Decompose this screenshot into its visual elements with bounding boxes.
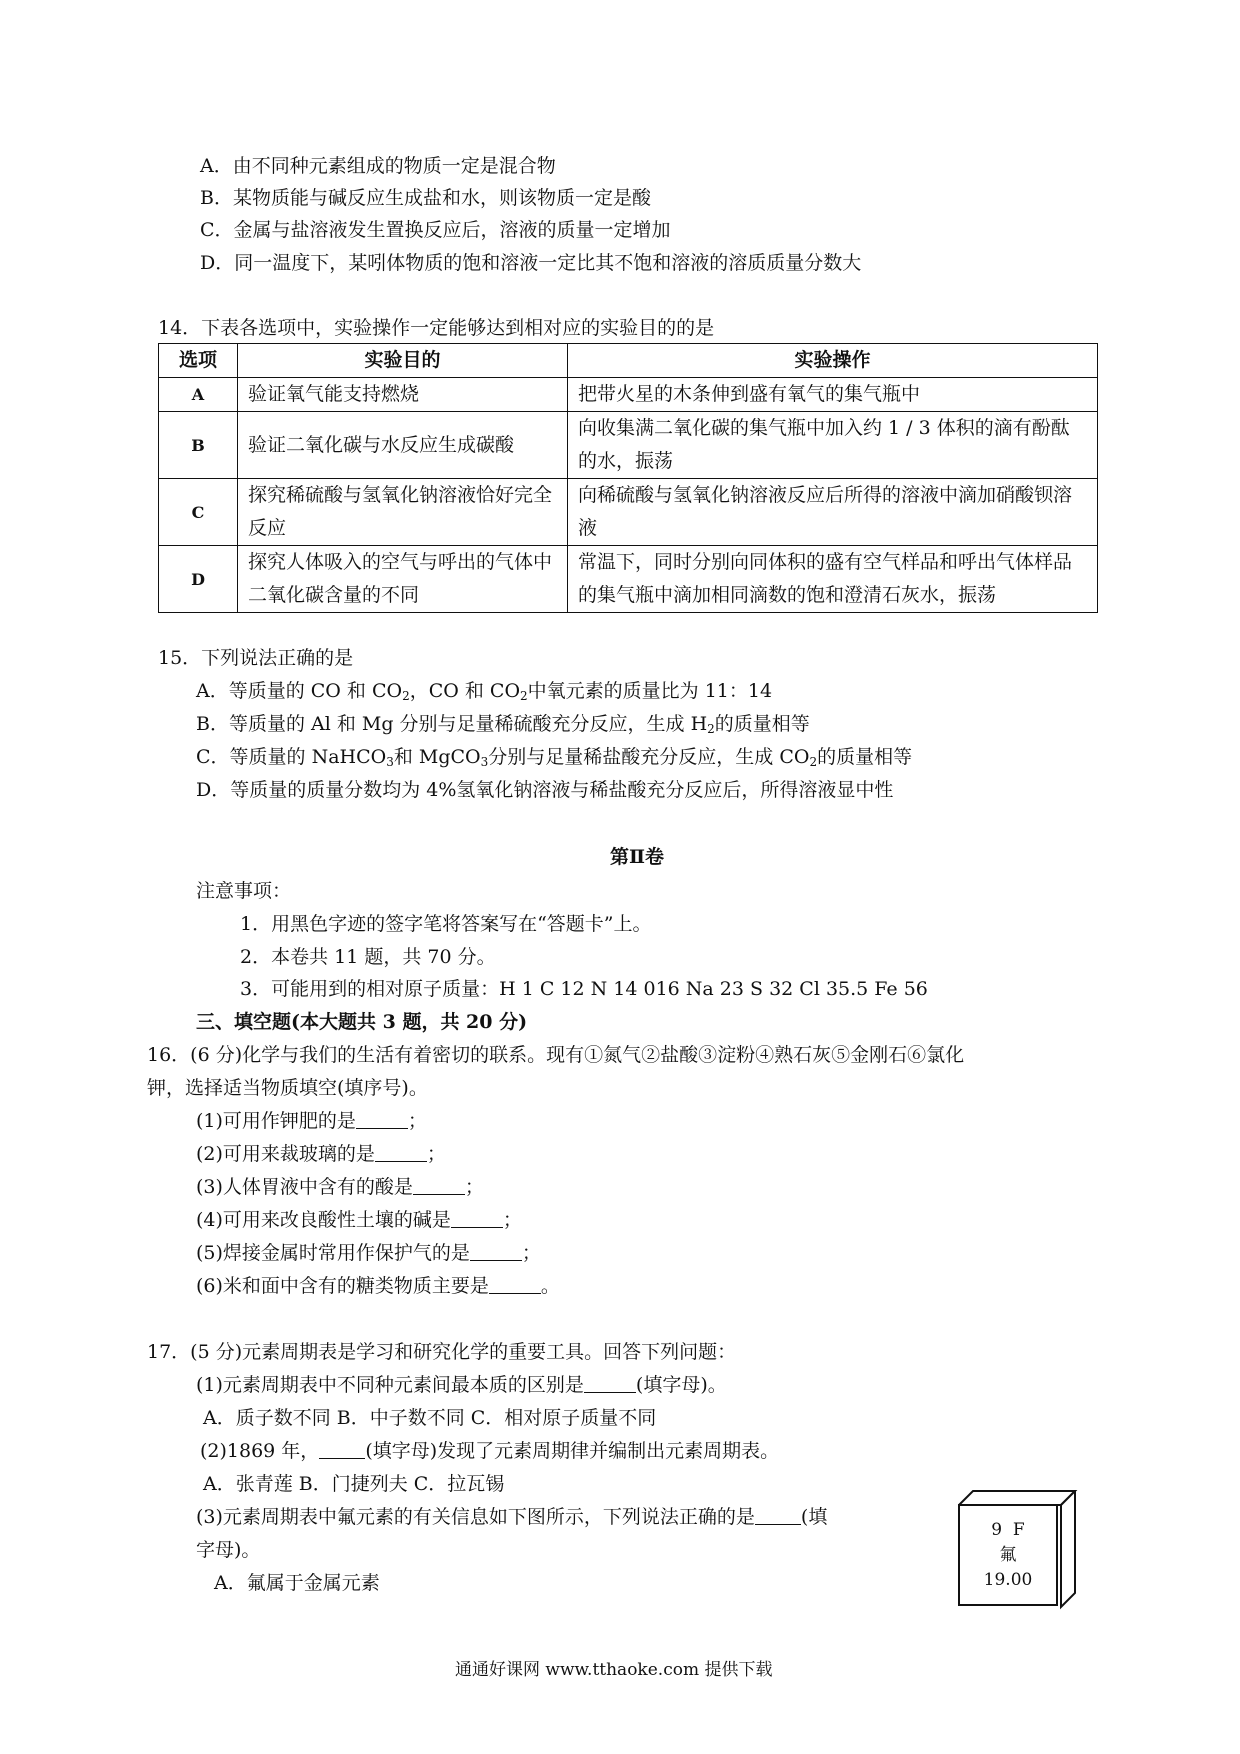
- text-run: (3)元素周期表中氟元素的有关信息如下图所示，下列说法正确的是: [196, 1506, 755, 1528]
- q17-stem: 17．(5 分)元素周期表是学习和研究化学的重要工具。回答下列问题：: [147, 1341, 737, 1363]
- subscript: 3: [480, 755, 489, 769]
- answer-blank[interactable]: [470, 1242, 522, 1261]
- answer-blank[interactable]: [489, 1275, 541, 1294]
- subscript: 2: [520, 689, 528, 703]
- notes-title: 注意事项：: [196, 880, 292, 902]
- answer-blank[interactable]: [319, 1440, 365, 1459]
- element-number-symbol: [960, 1518, 1056, 1543]
- answer-blank[interactable]: [413, 1176, 465, 1195]
- text-run: (1)元素周期表中不同种元素间最本质的区别是: [196, 1374, 584, 1396]
- q17-part1: [196, 1373, 727, 1397]
- q17-part2-options: A．张青莲 B．门捷列夫 C．拉瓦锡: [203, 1473, 505, 1495]
- answer-blank[interactable]: [451, 1209, 503, 1228]
- table-cell-operation: 常温下，同时分别向同体积的盛有空气样品和呼出气体样品的集气瓶中滴加相同滴数的饱和澄清石灰水，振荡: [568, 546, 1098, 613]
- footer-text: 通通好课网 www.tthaoke.com 提供下载: [455, 1660, 773, 1680]
- q13-option-a: A．由不同种元素组成的物质一定是混合物: [200, 155, 556, 177]
- table-cell-option: A: [159, 378, 238, 412]
- table-cell-operation: 向收集满二氧化碳的集气瓶中加入约 1 / 3 体积的滴有酚酞的水，振荡: [568, 412, 1098, 479]
- subscript: 2: [402, 689, 410, 703]
- note-2: 2．本卷共 11 题，共 70 分。: [240, 946, 496, 968]
- q15-option-b: [196, 712, 810, 736]
- text-run: ；: [464, 1176, 484, 1198]
- table-cell-option: D: [159, 546, 238, 613]
- text-run: (填字母)发现了元素周期律并编制出元素周期表。: [365, 1440, 780, 1462]
- q16-item-3: [196, 1175, 484, 1199]
- table-header-row: [159, 344, 1098, 378]
- atomic-mass: 19.00: [983, 1570, 1033, 1590]
- table-header: 选项: [159, 344, 238, 378]
- q17-part3: [196, 1505, 827, 1529]
- table-cell-option: B: [159, 412, 238, 479]
- text-run: B．等质量的 Al 和 Mg 分别与足量稀硫酸充分反应，生成 H: [196, 713, 708, 735]
- answer-blank[interactable]: [755, 1506, 801, 1525]
- text-run: 的质量相等: [817, 746, 913, 768]
- q17-part1-options: A．质子数不同 B．中子数不同 C．相对原子质量不同: [203, 1407, 657, 1429]
- table-cell-operation: 向稀硫酸与氢氧化钠溶液反应后所得的溶液中滴加硝酸钡溶液: [568, 479, 1098, 546]
- text-run: (4)可用来改良酸性土壤的碱是: [196, 1209, 451, 1231]
- text-run: 的质量相等: [714, 713, 810, 735]
- subscript: 3: [386, 755, 394, 769]
- text-run: (6)米和面中含有的糖类物质主要是: [196, 1275, 489, 1297]
- table-row: [159, 378, 1098, 412]
- subscript: 2: [809, 755, 818, 769]
- text-run: 分别与足量稀盐酸充分反应，生成 CO: [488, 746, 810, 768]
- q14-stem: 14．下表各选项中，实验操作一定能够达到相对应的实验目的的是: [158, 317, 715, 339]
- q16-item-5: [196, 1241, 541, 1265]
- table-row: [159, 479, 1098, 546]
- text-run: 中氧元素的质量比为 11：14: [527, 680, 773, 702]
- text-run: (填字母)。: [635, 1374, 727, 1396]
- table-header: 实验操作: [568, 344, 1098, 378]
- element-name: 氟: [999, 1545, 1017, 1565]
- table-row: [159, 412, 1098, 479]
- q13-option-d: D．同一温度下，某吲体物质的饱和溶液一定比其不饱和溶液的溶质质量分数大: [200, 252, 862, 274]
- q14-table: [158, 343, 1098, 613]
- q16-stem-line2: 钾，选择适当物质填空(填序号)。: [147, 1077, 428, 1099]
- table-row: [159, 546, 1098, 613]
- table-cell-option: C: [159, 479, 238, 546]
- text-run: (5)焊接金属时常用作保护气的是: [196, 1242, 470, 1264]
- section-title: 三、填空题(本大题共 3 题，共 20 分): [196, 1011, 528, 1033]
- q17-part2: [200, 1439, 779, 1463]
- table-header: 实验目的: [238, 344, 568, 378]
- text-run: A．等质量的 CO 和 CO: [196, 680, 403, 702]
- q13-option-b: B．某物质能与碱反应生成盐和水，则该物质一定是酸: [200, 187, 651, 209]
- q15-option-d: D．等质量的质量分数均为 4%氢氧化钠溶液与稀盐酸充分反应后，所得溶液显中性: [196, 779, 894, 801]
- q13-option-c: C．金属与盐溶液发生置换反应后，溶液的质量一定增加: [200, 219, 671, 241]
- text-run: ，CO 和 CO: [409, 680, 521, 702]
- table-cell-operation: 把带火星的木条伸到盛有氧气的集气瓶中: [568, 378, 1098, 412]
- table-cell-purpose: 验证二氧化碳与水反应生成碳酸: [238, 412, 568, 479]
- answer-blank[interactable]: [375, 1143, 427, 1162]
- element-symbol: F: [1012, 1520, 1025, 1540]
- element-face: [958, 1504, 1058, 1606]
- element-fluorine-cell: [958, 1490, 1078, 1610]
- text-run: ；: [426, 1143, 446, 1165]
- note-3: 3．可能用到的相对原子质量：H 1 C 12 N 14 016 Na 23 S 32 Cl 35.5 Fe 56: [240, 978, 928, 1000]
- text-run: ；: [407, 1110, 427, 1132]
- q16-item-6: [196, 1274, 560, 1298]
- text-run: ；: [521, 1242, 541, 1264]
- atomic-number: 9: [991, 1520, 1003, 1540]
- text-run: 和 MgCO: [393, 746, 481, 768]
- q15-option-c: [196, 745, 912, 769]
- answer-blank[interactable]: [584, 1374, 636, 1393]
- q16-item-4: [196, 1208, 522, 1232]
- text-run: (填: [800, 1506, 828, 1528]
- q16-item-1: [196, 1109, 427, 1133]
- q17-part3-line2: 字母)。: [196, 1539, 261, 1561]
- table-cell-purpose: 验证氧气能支持燃烧: [238, 378, 568, 412]
- text-run: (2)1869 年，: [200, 1440, 320, 1462]
- text-run: ；: [502, 1209, 522, 1231]
- text-run: (1)可用作钾肥的是: [196, 1110, 356, 1132]
- text-run: 。: [540, 1275, 560, 1297]
- note-1: 1．用黑色字迹的签字笔将答案写在“答题卡”上。: [240, 913, 652, 935]
- text-run: C．等质量的 NaHCO: [196, 746, 387, 768]
- q15-option-a: [196, 679, 772, 703]
- q16-stem-line1: 16．(6 分)化学与我们的生活有着密切的联系。现有①氮气②盐酸③淀粉④熟石灰⑤金刚石⑥氯化: [147, 1044, 965, 1066]
- part2-title: 第Ⅱ卷: [610, 846, 665, 868]
- text-run: (2)可用来裁玻璃的是: [196, 1143, 375, 1165]
- answer-blank[interactable]: [356, 1110, 408, 1129]
- text-run: (3)人体胃液中含有的酸是: [196, 1176, 413, 1198]
- table-cell-purpose: 探究稀硫酸与氢氧化钠溶液恰好完全反应: [238, 479, 568, 546]
- q15-stem: 15．下列说法正确的是: [158, 647, 354, 669]
- q17-part3-option-a: A．氟属于金属元素: [214, 1572, 380, 1594]
- table-cell-purpose: 探究人体吸入的空气与呼出的气体中二氧化碳含量的不同: [238, 546, 568, 613]
- q16-item-2: [196, 1142, 446, 1166]
- subscript: 2: [707, 722, 715, 736]
